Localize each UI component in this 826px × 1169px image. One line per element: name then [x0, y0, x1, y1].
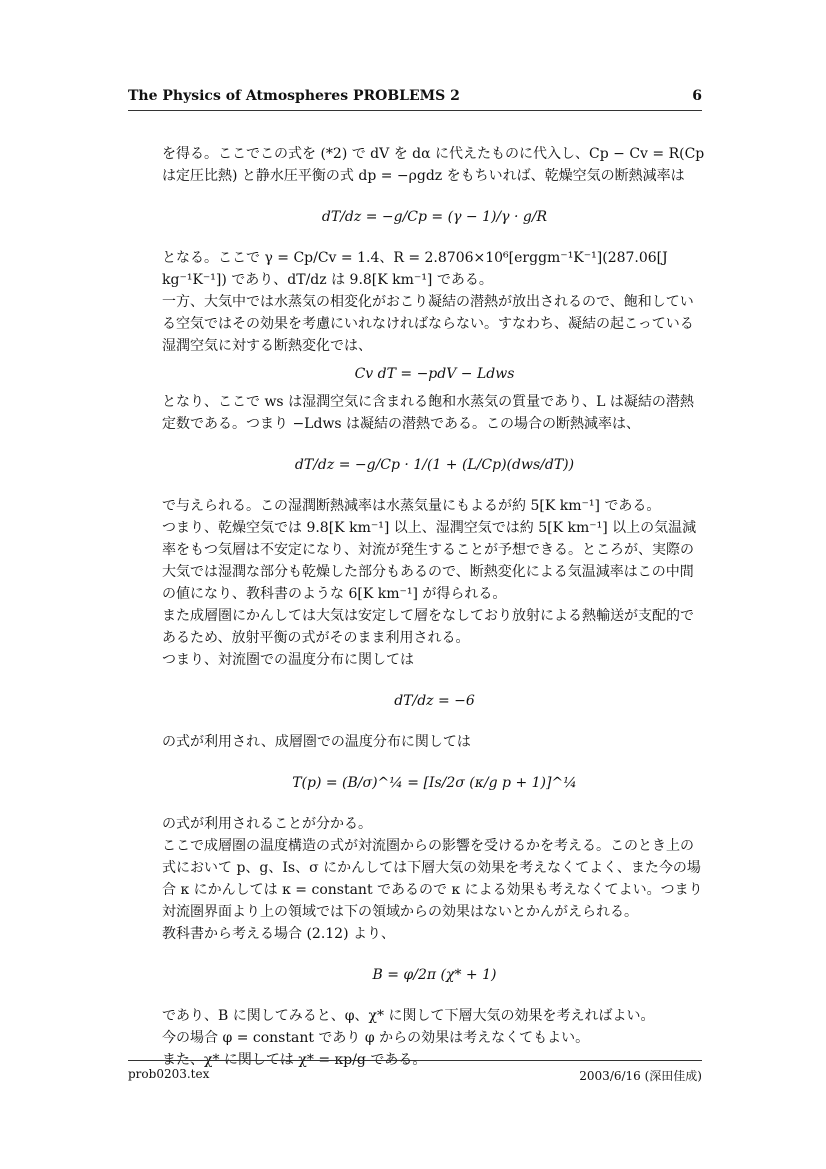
- equation-troposphere: dT/dz = −6: [394, 693, 475, 709]
- paragraph: ここで成層圏の温度構造の式が対流圏からの影響を受けるかを考える。このとき上の式において p、g、Is、σ にかんしては下層大気の効果を考えなくてよく、また今の場合 κ にかんしては κ = constant であるので κ による効果も考えなくてよい。つまり対流圏界面より上の領域では下の領域からの効果はないとかんがえられる。: [162, 838, 703, 920]
- paragraph: の式が利用され、成層圏での温度分布に関しては: [162, 734, 471, 750]
- header-title: The Physics of Atmospheres PROBLEMS 2: [128, 88, 460, 104]
- page-number: 6: [692, 88, 702, 104]
- paragraph: の式が利用されることが分かる。: [162, 816, 372, 832]
- equation-b: B = φ/2π (χ* + 1): [372, 967, 497, 983]
- equation-moist-adiabatic: Cv dT = −pdV − Ldws: [354, 366, 515, 382]
- equation-moist-lapse-rate: dT/dz = −g/Cp · 1/(1 + (L/Cp)(dws/dT)): [294, 457, 575, 473]
- running-footer: [128, 1060, 702, 1081]
- paragraph: となる。ここで γ = Cp/Cv = 1.4、R = 2.8706×10⁶[erggm⁻¹K⁻¹](287.06[J kg⁻¹K⁻¹]) であり、dT/dz は 9.8[K km⁻¹] である。: [162, 250, 668, 288]
- paragraph: となり、ここで ws は湿潤空気に含まれる飽和水蒸気の質量であり、L は凝結の潜熱定数である。つまり −Ldws は凝結の潜熱である。この場合の断熱減率は、: [162, 394, 694, 432]
- paragraph: 一方、大気中では水蒸気の相変化がおこり凝結の潜熱が放出されるので、飽和している空気ではその効果を考慮にいれなければならない。すなわち、凝結の起こっている湿潤空気に対する断熱変化では、: [162, 294, 694, 354]
- main-text: [162, 143, 707, 1071]
- paragraph: で与えられる。この湿潤断熱減率は水蒸気量にもよるが約 5[K km⁻¹] である。: [162, 498, 661, 514]
- paragraph: また成層圏にかんしては大気は安定して層をなしており放射による熱輸送が支配的であるため、放射平衡の式がそのまま利用される。: [162, 608, 694, 646]
- paragraph: 教科書から考える場合 (2.12) より、: [162, 926, 395, 942]
- paragraph: また、χ* に関しては χ* = κp/g である。: [162, 1052, 427, 1068]
- running-header: [128, 88, 702, 111]
- equation-dry-lapse-rate: dT/dz = −g/Cp = (γ − 1)/γ · g/R: [321, 209, 548, 225]
- paragraph: 今の場合 φ = constant であり φ からの効果は考えなくてもよい。: [162, 1030, 590, 1046]
- paragraph: つまり、対流圏での温度分布に関しては: [162, 652, 414, 668]
- footer-filename: prob0203.tex: [128, 1067, 210, 1081]
- footer-date-author: 2003/6/16 (深田佳成): [579, 1069, 702, 1083]
- paragraph: であり、B に関してみると、φ、χ* に関して下層大気の効果を考えればよい。: [162, 1008, 655, 1024]
- equation-stratosphere: T(p) = (B/σ)^¼ = [Is/2σ (κ/g p + 1)]^¼: [292, 775, 577, 791]
- paragraph: つまり、乾燥空気では 9.8[K km⁻¹] 以上、湿潤空気では約 5[K km⁻¹] 以上の気温減率をもつ気層は不安定になり、対流が発生することが予想できる。ところが、実際の大気では湿潤な部分も乾燥した部分もあるので、断熱変化による気温減率はこの中間の値になり、教科書のような 6[K km⁻¹] が得られる。: [162, 520, 697, 602]
- paragraph: を得る。ここでこの式を (*2) で dV を dα に代えたものに代入し、Cp − Cv = R(Cp は定圧比熱) と静水圧平衡の式 dp = −ρgdz をもちいれば、乾燥空気の断熱減率は: [162, 146, 705, 184]
